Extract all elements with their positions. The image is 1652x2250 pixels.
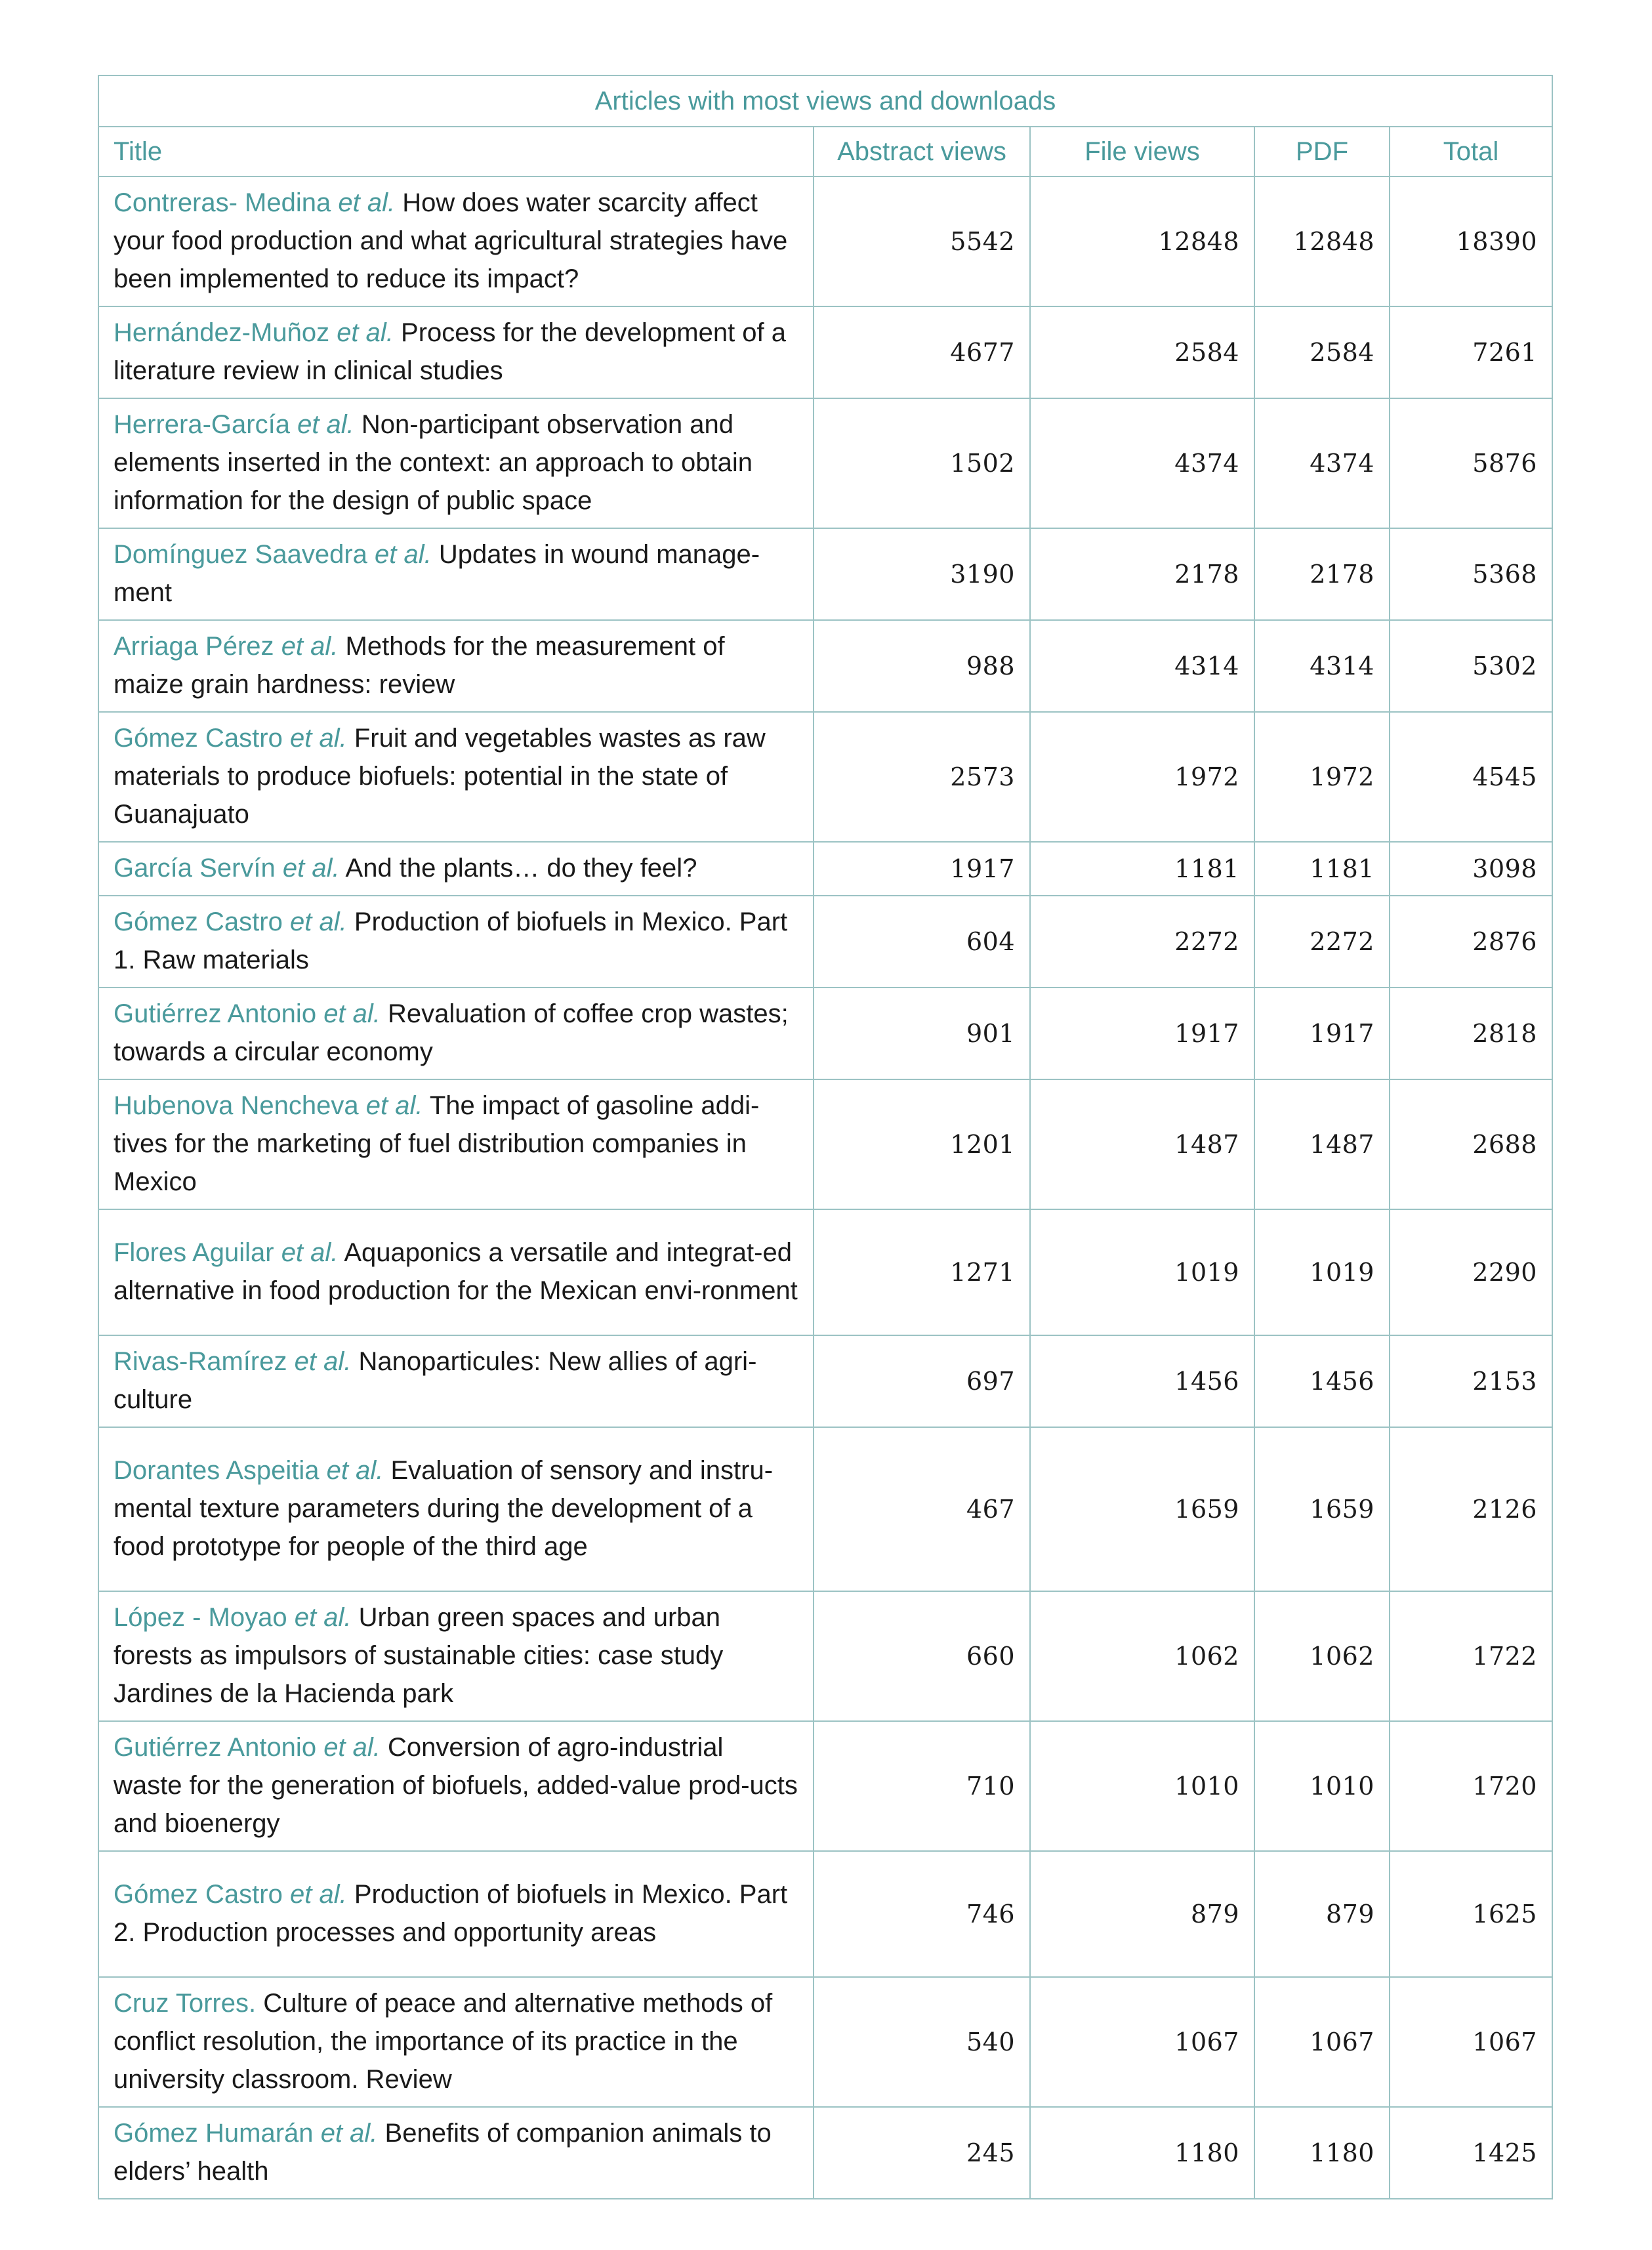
article-authors bbox=[114, 632, 338, 661]
et-al-label: et al. bbox=[282, 854, 340, 883]
pdf-cell: 4374 bbox=[1254, 398, 1390, 528]
article-authors bbox=[114, 318, 394, 347]
et-al-label: et al. bbox=[320, 2119, 378, 2148]
file-views-cell: 2178 bbox=[1030, 528, 1254, 620]
pdf-cell: 1917 bbox=[1254, 988, 1390, 1079]
article-title: Benefits of companion animals to elders’ health bbox=[114, 2119, 772, 2186]
table-row bbox=[98, 1591, 1552, 1721]
total-cell: 5368 bbox=[1390, 528, 1552, 620]
abstract-views-cell: 1502 bbox=[814, 398, 1030, 528]
file-views-cell: 1019 bbox=[1030, 1209, 1254, 1335]
author-names: Hernández-Muñoz bbox=[114, 318, 330, 347]
abstract-views-cell: 697 bbox=[814, 1335, 1030, 1427]
article-title: And the plants… do they feel? bbox=[345, 854, 697, 883]
total-cell: 4545 bbox=[1390, 712, 1552, 842]
abstract-views-cell: 540 bbox=[814, 1977, 1030, 2107]
article-authors bbox=[114, 540, 432, 569]
article-authors bbox=[114, 1347, 351, 1376]
abstract-views-cell: 5542 bbox=[814, 177, 1030, 306]
file-views-cell: 879 bbox=[1030, 1851, 1254, 1977]
article-title: Conversion of agro-industrial waste for the generation of biofuels, added-value prod-ucts and bioenergy bbox=[114, 1733, 798, 1838]
et-al-label: et al. bbox=[289, 907, 347, 936]
author-names: Hubenova Nencheva bbox=[114, 1091, 359, 1120]
article-authors bbox=[114, 854, 340, 883]
article-title: Revaluation of coffee crop wastes; towards a circular economy bbox=[114, 999, 789, 1066]
article-title-cell bbox=[98, 1079, 814, 1209]
table-row bbox=[98, 842, 1552, 896]
file-views-cell: 2272 bbox=[1030, 896, 1254, 988]
et-al-label: et al. bbox=[289, 724, 347, 753]
articles-table-container bbox=[98, 75, 1552, 2199]
table-row bbox=[98, 1977, 1552, 2107]
column-header-title: Title bbox=[98, 127, 814, 177]
total-cell: 5302 bbox=[1390, 620, 1552, 712]
total-cell: 1625 bbox=[1390, 1851, 1552, 1977]
article-title: Production of biofuels in Mexico. Part 2. Production processes and opportunity areas bbox=[114, 1880, 788, 1947]
table-row bbox=[98, 712, 1552, 842]
article-title-cell bbox=[98, 1977, 814, 2107]
abstract-views-cell: 710 bbox=[814, 1721, 1030, 1851]
author-names: Flores Aguilar bbox=[114, 1238, 274, 1267]
article-title-cell bbox=[98, 306, 814, 398]
et-al-label: et al. bbox=[365, 1091, 423, 1120]
file-views-cell: 12848 bbox=[1030, 177, 1254, 306]
pdf-cell: 1067 bbox=[1254, 1977, 1390, 2107]
pdf-cell: 1019 bbox=[1254, 1209, 1390, 1335]
article-title: Fruit and vegetables wastes as raw materials to produce biofuels: potential in the state of Guanajuato bbox=[114, 724, 766, 829]
article-title-cell bbox=[98, 2107, 814, 2199]
pdf-cell: 879 bbox=[1254, 1851, 1390, 1977]
pdf-cell: 1180 bbox=[1254, 2107, 1390, 2199]
pdf-cell: 2272 bbox=[1254, 896, 1390, 988]
total-cell: 2290 bbox=[1390, 1209, 1552, 1335]
file-views-cell: 4374 bbox=[1030, 398, 1254, 528]
article-authors bbox=[114, 188, 395, 217]
total-cell: 3098 bbox=[1390, 842, 1552, 896]
article-title-cell bbox=[98, 842, 814, 896]
file-views-cell: 1659 bbox=[1030, 1427, 1254, 1591]
abstract-views-cell: 901 bbox=[814, 988, 1030, 1079]
header-row bbox=[98, 127, 1552, 177]
article-authors bbox=[114, 410, 354, 439]
pdf-cell: 12848 bbox=[1254, 177, 1390, 306]
pdf-cell: 1181 bbox=[1254, 842, 1390, 896]
total-cell: 1425 bbox=[1390, 2107, 1552, 2199]
file-views-cell: 1181 bbox=[1030, 842, 1254, 896]
table-row bbox=[98, 528, 1552, 620]
article-title: Nanoparticules: New allies of agri-culture bbox=[114, 1347, 757, 1414]
et-al-label: et al. bbox=[323, 1733, 381, 1762]
table-row bbox=[98, 1851, 1552, 1977]
author-names: García Servín bbox=[114, 854, 276, 883]
abstract-views-cell: 2573 bbox=[814, 712, 1030, 842]
abstract-views-cell: 746 bbox=[814, 1851, 1030, 1977]
article-title-cell bbox=[98, 1721, 814, 1851]
column-header-file-views: File views bbox=[1030, 127, 1254, 177]
author-names: Dorantes Aspeitia bbox=[114, 1456, 320, 1485]
table-body bbox=[98, 177, 1552, 2199]
column-header-pdf: PDF bbox=[1254, 127, 1390, 177]
article-title-cell bbox=[98, 1591, 814, 1721]
file-views-cell: 1487 bbox=[1030, 1079, 1254, 1209]
abstract-views-cell: 660 bbox=[814, 1591, 1030, 1721]
file-views-cell: 1010 bbox=[1030, 1721, 1254, 1851]
abstract-views-cell: 4677 bbox=[814, 306, 1030, 398]
abstract-views-cell: 1201 bbox=[814, 1079, 1030, 1209]
et-al-label: et al. bbox=[375, 540, 432, 569]
author-names: Gómez Humarán bbox=[114, 2119, 314, 2148]
et-al-label: et al. bbox=[289, 1880, 347, 1909]
article-title-cell bbox=[98, 988, 814, 1079]
article-title-cell bbox=[98, 1427, 814, 1591]
article-authors bbox=[114, 1989, 256, 2018]
author-names: Gutiérrez Antonio bbox=[114, 1733, 317, 1762]
article-title: Process for the development of a literature review in clinical studies bbox=[114, 318, 787, 385]
table-row bbox=[98, 2107, 1552, 2199]
article-title: Culture of peace and alternative methods of conflict resolution, the importance of its practice in the university classroom. Review bbox=[114, 1989, 773, 2094]
article-title: Aquaponics a versatile and integrat-ed alternative in food production for the Mexican envi-ronment bbox=[114, 1238, 798, 1305]
pdf-cell: 1456 bbox=[1254, 1335, 1390, 1427]
total-cell: 2688 bbox=[1390, 1079, 1552, 1209]
article-title-cell bbox=[98, 896, 814, 988]
total-cell: 2153 bbox=[1390, 1335, 1552, 1427]
file-views-cell: 2584 bbox=[1030, 306, 1254, 398]
table-row bbox=[98, 1209, 1552, 1335]
article-authors bbox=[114, 1880, 347, 1909]
author-names: López - Moyao bbox=[114, 1603, 287, 1632]
table-row bbox=[98, 1427, 1552, 1591]
author-names: Domínguez Saavedra bbox=[114, 540, 367, 569]
et-al-label: et al. bbox=[323, 999, 381, 1028]
article-authors bbox=[114, 1091, 423, 1120]
et-al-label: et al. bbox=[281, 632, 339, 661]
author-names: Gómez Castro bbox=[114, 1880, 283, 1909]
file-views-cell: 1972 bbox=[1030, 712, 1254, 842]
article-title-cell bbox=[98, 528, 814, 620]
total-cell: 1722 bbox=[1390, 1591, 1552, 1721]
et-al-label: et al. bbox=[326, 1456, 384, 1485]
article-authors bbox=[114, 1603, 351, 1632]
et-al-label: et al. bbox=[281, 1238, 339, 1267]
total-cell: 2126 bbox=[1390, 1427, 1552, 1591]
et-al-label: et al. bbox=[294, 1347, 352, 1376]
pdf-cell: 4314 bbox=[1254, 620, 1390, 712]
table-row bbox=[98, 306, 1552, 398]
table-row bbox=[98, 620, 1552, 712]
abstract-views-cell: 3190 bbox=[814, 528, 1030, 620]
article-title-cell bbox=[98, 398, 814, 528]
abstract-views-cell: 245 bbox=[814, 2107, 1030, 2199]
file-views-cell: 1456 bbox=[1030, 1335, 1254, 1427]
article-title-cell bbox=[98, 1851, 814, 1977]
file-views-cell: 1062 bbox=[1030, 1591, 1254, 1721]
table-row bbox=[98, 988, 1552, 1079]
abstract-views-cell: 1271 bbox=[814, 1209, 1030, 1335]
total-cell: 18390 bbox=[1390, 177, 1552, 306]
total-cell: 7261 bbox=[1390, 306, 1552, 398]
file-views-cell: 1180 bbox=[1030, 2107, 1254, 2199]
articles-table bbox=[98, 75, 1553, 2199]
article-authors bbox=[114, 999, 381, 1028]
author-names: Gutiérrez Antonio bbox=[114, 999, 317, 1028]
table-caption: Articles with most views and downloads bbox=[98, 75, 1552, 127]
article-title: The impact of gasoline addi-tives for the marketing of fuel distribution companies in Mexico bbox=[114, 1091, 760, 1196]
file-views-cell: 4314 bbox=[1030, 620, 1254, 712]
pdf-cell: 1659 bbox=[1254, 1427, 1390, 1591]
author-names: Gómez Castro bbox=[114, 907, 283, 936]
author-names: Gómez Castro bbox=[114, 724, 283, 753]
article-title: Non-participant observation and elements inserted in the context: an approach to obtain information for the design of public space bbox=[114, 410, 753, 515]
article-title-cell bbox=[98, 177, 814, 306]
article-title-cell bbox=[98, 1335, 814, 1427]
pdf-cell: 2178 bbox=[1254, 528, 1390, 620]
table-row bbox=[98, 1721, 1552, 1851]
author-names: Rivas-Ramírez bbox=[114, 1347, 287, 1376]
article-title: Updates in wound manage-ment bbox=[114, 540, 760, 607]
article-authors bbox=[114, 1733, 381, 1762]
article-authors bbox=[114, 1238, 338, 1267]
article-authors bbox=[114, 724, 347, 753]
author-names: Cruz Torres. bbox=[114, 1989, 257, 2018]
article-title: How does water scarcity affect your food production and what agricultural strategies have been implemented to reduce its impact? bbox=[114, 188, 788, 293]
article-title-cell bbox=[98, 1209, 814, 1335]
abstract-views-cell: 988 bbox=[814, 620, 1030, 712]
total-cell: 2818 bbox=[1390, 988, 1552, 1079]
table-row bbox=[98, 1335, 1552, 1427]
column-header-abstract-views: Abstract views bbox=[814, 127, 1030, 177]
pdf-cell: 1972 bbox=[1254, 712, 1390, 842]
total-cell: 5876 bbox=[1390, 398, 1552, 528]
table-row bbox=[98, 896, 1552, 988]
table-row bbox=[98, 398, 1552, 528]
column-header-total: Total bbox=[1390, 127, 1552, 177]
pdf-cell: 1062 bbox=[1254, 1591, 1390, 1721]
abstract-views-cell: 1917 bbox=[814, 842, 1030, 896]
abstract-views-cell: 604 bbox=[814, 896, 1030, 988]
article-title: Urban green spaces and urban forests as impulsors of sustainable cities: case study Jardines de la Hacienda park bbox=[114, 1603, 724, 1708]
article-title-cell bbox=[98, 712, 814, 842]
total-cell: 2876 bbox=[1390, 896, 1552, 988]
et-al-label: et al. bbox=[297, 410, 354, 439]
author-names: Contreras- Medina bbox=[114, 188, 331, 217]
total-cell: 1720 bbox=[1390, 1721, 1552, 1851]
abstract-views-cell: 467 bbox=[814, 1427, 1030, 1591]
article-title: Methods for the measurement of maize grain hardness: review bbox=[114, 632, 725, 699]
pdf-cell: 1010 bbox=[1254, 1721, 1390, 1851]
total-cell: 1067 bbox=[1390, 1977, 1552, 2107]
file-views-cell: 1067 bbox=[1030, 1977, 1254, 2107]
author-names: Herrera-García bbox=[114, 410, 290, 439]
pdf-cell: 2584 bbox=[1254, 306, 1390, 398]
pdf-cell: 1487 bbox=[1254, 1079, 1390, 1209]
article-title: Production of biofuels in Mexico. Part 1. Raw materials bbox=[114, 907, 788, 974]
file-views-cell: 1917 bbox=[1030, 988, 1254, 1079]
table-row bbox=[98, 1079, 1552, 1209]
article-authors bbox=[114, 907, 347, 936]
article-title: Evaluation of sensory and instru-mental texture parameters during the development of a food prototype for people of the third age bbox=[114, 1456, 774, 1561]
article-title-cell bbox=[98, 620, 814, 712]
article-authors bbox=[114, 2119, 377, 2148]
table-row bbox=[98, 177, 1552, 306]
article-authors bbox=[114, 1456, 383, 1485]
et-al-label: et al. bbox=[294, 1603, 352, 1632]
author-names: Arriaga Pérez bbox=[114, 632, 274, 661]
et-al-label: et al. bbox=[338, 188, 396, 217]
et-al-label: et al. bbox=[337, 318, 394, 347]
